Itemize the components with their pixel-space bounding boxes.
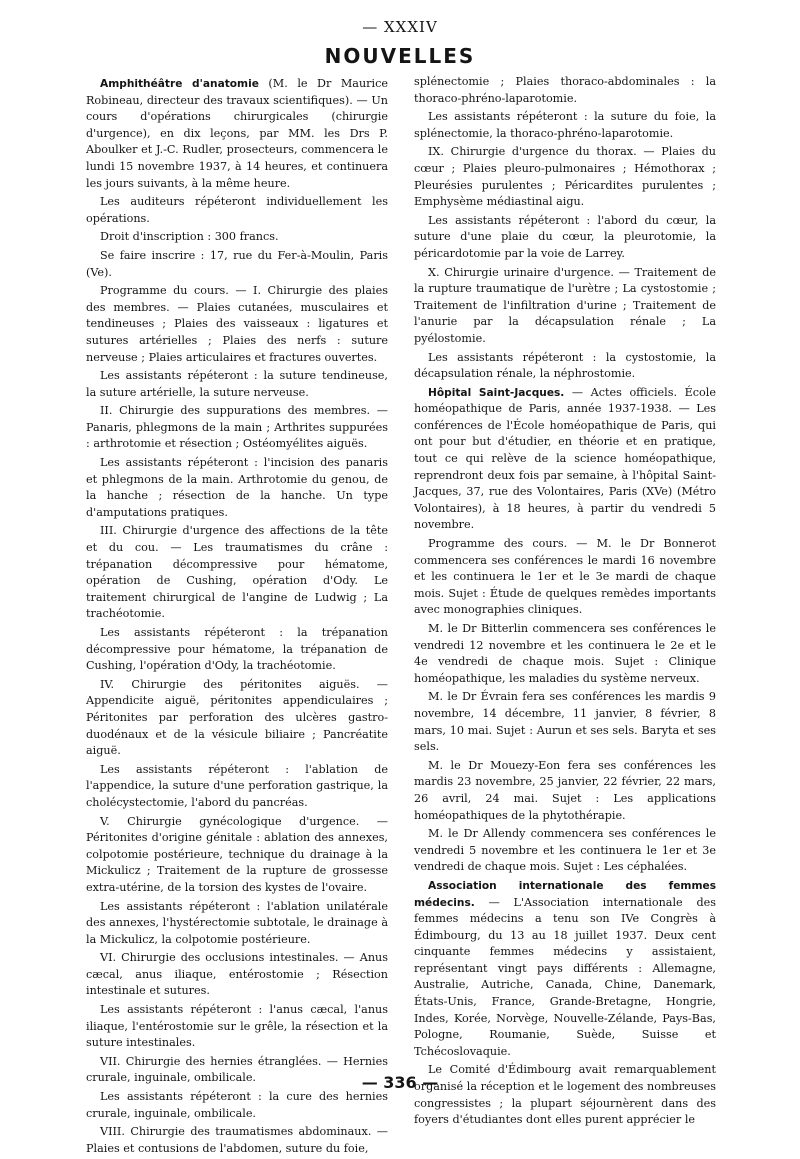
paragraph-text: (M. le Dr Maurice Robineau, directeur des travaux scientifiques). — Un cours d'opérations chirurgicales (chirurgie d'urgence), en dix leçons, par MM. les Drs P. Aboulker et J.-C. Rudler, prosecteurs, commencera le lundi 15 novembre 1937, à 14 heures, et continuera les jours suivants, à la même heure. [86,77,388,190]
paragraph [86,814,388,897]
paragraph [86,368,388,401]
paragraph-text: Les assistants répéteront : la cystostomie, la décapsulation rénale, la néphrostomie. [414,350,716,381]
paragraph-text: VII. Chirurgie des hernies étranglées. — Hernies crurale, inguinale, ombilicale. [86,1054,388,1085]
paragraph-text: VI. Chirurgie des occlusions intestinales. — Anus cæcal, anus iliaque, entérostomie ; Résection intestinale et sutures. [86,951,388,998]
paragraph [414,689,716,755]
news-item-title: Association internationale des femmes médecins. [414,879,716,909]
paragraph [86,899,388,949]
paragraph [86,229,388,246]
paragraph [414,536,716,619]
left-column [86,76,388,1159]
paragraph [414,758,716,824]
paragraph [414,265,716,348]
paragraph [86,950,388,1000]
news-item-heading-paragraph [414,878,716,1061]
paragraph [86,523,388,623]
paragraph-text: — L'Association internationale des femmes médecins a tenu son IVe Congrès à Édimbourg, du 13 au 18 juillet 1937. Deux cent cinquante femmes médecins y assistaient, représentant vingt pays différents : Allemagne, Australie, Autriche, Canada, Chine, Danemark, États-Unis, France, Grande-Bretagne, Hongrie, Indes, Korée, Norvège, Nouvelle-Zélande, Pays-Bas, Pologne, Roumanie, Suède, Suisse et Tchécoslovaquie. [414,895,716,1058]
page-number: — 336 — [361,1073,439,1092]
paragraph [414,109,716,142]
paragraph-text: Les assistants répéteront : la cure des hernies crurale, inguinale, ombilicale. [86,1090,388,1120]
paragraph [86,403,388,453]
paragraph-text: M. le Dr Mouezy-Eon fera ses conférences les mardis 23 novembre, 25 janvier, 22 février, 22 mars, 26 avril, 24 mai. Sujet : Les applications homéopathiques de la phytothérapie. [414,758,716,822]
paragraph [414,350,716,383]
paragraph-text: Programme du cours. — I. Chirurgie des plaies des membres. — Plaies cutanées, musculaires et tendineuses ; Plaies des vaisseaux : ligatures et sutures artérielles ; Plaies des nerfs : suture nerveuse ; Plaies articulaires et fractures ouvertes. [86,284,388,364]
right-column [414,74,716,1131]
paragraph-text: Les assistants répéteront : la suture du foie, la splénectomie, la thoraco-phréno-laparotomie. [414,110,716,140]
paragraph [86,1002,388,1052]
paragraph [414,74,716,107]
paragraph-text: Programme des cours. — M. le Dr Bonnerot commencera ses conférences le mardi 16 novembre et les continuera le 1er et le 3e mardi de chaque mois. Sujet : Étude de quelques remèdes importants avec monographies cliniques. [414,537,716,617]
paragraph-text: Les assistants répéteront : l'incision des panaris et phlegmons de la main. Arthrotomie du genou, de la hanche ; résection de la hanche. Un type d'amputations pratiques. [86,456,388,519]
news-item-heading-paragraph [86,76,388,192]
paragraph-text: M. le Dr Bitterlin commencera ses conférences le vendredi 12 novembre et les continuera le 2e et le 4e vendredi de chaque mois. Sujet : Clinique homéopathique, les maladies du système nerveux. [414,622,716,685]
page-title: NOUVELLES [324,44,476,68]
paragraph-text: — Actes officiels. École homéopathique de Paris, année 1937-1938. — Les conférences de l'École homéopathique de Paris, qui ont pour but d'étudier, en théorie et en pratique, tout ce qui relève de la science homéopathique, reprendront deux fois par semaine, à l'hôpital Saint-Jacques, 37, rue des Volontaires, Paris (XVe) (Métro Volontaires), à 18 heures, à partir du vendredi 5 novembre. [414,385,716,532]
paragraph-text: Droit d'inscription : 300 francs. [100,230,279,244]
paragraph [86,194,388,227]
paragraph [86,283,388,366]
paragraph-text: V. Chirurgie gynécologique d'urgence. — Péritonites d'origine génitale : ablation des annexes, colpotomie postérieure, technique du drainage à la Mickulicz ; Traitement de la rupture de grossesse extra-utérine, de la torsion des kystes de l'ovaire. [86,814,388,894]
paragraph-text: M. le Dr Évrain fera ses conférences les mardis 9 novembre, 14 décembre, 11 janvier, 8 février, 8 mars, 10 mai. Sujet : Aurun et ses sels. Baryta et ses sels. [414,690,716,754]
news-item-heading-paragraph [414,385,716,534]
paragraph-text: Les assistants répéteront : l'ablation unilatérale des annexes, l'hystérectomie subtotale, le drainage à la Mickulicz, la colpotomie postérieure. [86,899,388,946]
paragraph [86,677,388,760]
paragraph-text: splénectomie ; Plaies thoraco-abdominales : la thoraco-phréno-laparotomie. [414,75,716,105]
paragraph-text: M. le Dr Allendy commencera ses conférences le vendredi 5 novembre et les continuera le 1er et 3e vendredi de chaque mois. Sujet : Les céphalées. [414,827,716,874]
paragraph [414,144,716,210]
paragraph-text: Les assistants répéteront : l'anus cæcal, l'anus iliaque, l'entérostomie sur le grêle, la résection et la suture intestinales. [86,1003,388,1050]
paragraph [86,1124,388,1157]
page-header-roman-numeral: — XXXIV [362,18,438,36]
paragraph [86,1089,388,1122]
paragraph [86,762,388,812]
paragraph [414,621,716,687]
paragraph-text: IV. Chirurgie des péritonites aiguës. — Appendicite aiguë, péritonites appendiculaires ; Péritonites par perforation des ulcères gastro-duodénaux et de la vésicule biliaire ; Pancréatite aiguë. [86,677,388,758]
paragraph [86,248,388,281]
paragraph-text: Les assistants répéteront : la trépanation décompressive pour hématome, la trépanation de Cushing, l'opération d'Ody, la trachéotomie. [86,626,388,673]
news-item-title: Hôpital Saint-Jacques. [428,386,565,399]
paragraph-text: Le Comité d'Édimbourg avait remarquablement organisé la réception et le logement des nombreuses congressistes ; la plupart séjournèrent dans des foyers d'étudiantes dont elles purent apprécier le [414,1063,716,1127]
paragraph-text: VIII. Chirurgie des traumatismes abdominaux. — Plaies et contusions de l'abdomen, suture du foie, [86,1125,388,1155]
paragraph-text: Se faire inscrire : 17, rue du Fer-à-Moulin, Paris (Ve). [86,248,388,279]
paragraph [414,213,716,263]
paragraph-text: II. Chirurgie des suppurations des membres. — Panaris, phlegmons de la main ; Arthrites suppurées : arthrotomie et résection ; Ostéomyélites aiguës. [86,404,388,451]
paragraph-text: X. Chirurgie urinaire d'urgence. — Traitement de la rupture traumatique de l'urètre ; La cystostomie ; Traitement de l'infiltration d'urine ; Traitement de l'anurie par la décapsulation rénale ; La pyélostomie. [414,265,716,345]
paragraph-text: IX. Chirurgie d'urgence du thorax. — Plaies du cœur ; Plaies pleuro-pulmonaires ; Hémothorax ; Pleurésies purulentes ; Péricardites purulentes ; Emphysème médiastinal aigu. [414,145,716,209]
paragraph [86,625,388,675]
paragraph-text: Les assistants répéteront : la suture tendineuse, la suture artérielle, la suture nerveuse. [86,369,388,399]
paragraph [414,826,716,876]
paragraph [86,455,388,521]
news-item-title: Amphithéâtre d'anatomie [100,78,259,90]
paragraph-text: III. Chirurgie d'urgence des affections de la tête et du cou. — Les traumatismes du crâne : trépanation décompressive pour hématome, opération de Cushing, opération d'Ody. Le traitement chirurgical de l'angine de Ludwig ; La trachéotomie. [86,524,388,621]
paragraph-text: Les assistants répéteront : l'ablation de l'appendice, la suture d'une perforation gastrique, la cholécystectomie, l'abord du pancréas. [86,762,388,809]
paragraph-text: Les assistants répéteront : l'abord du cœur, la suture d'une plaie du cœur, la pleurotomie, la péricardotomie par la voie de Larrey. [414,213,716,260]
paragraph-text: Les auditeurs répéteront individuellement les opérations. [86,195,388,225]
